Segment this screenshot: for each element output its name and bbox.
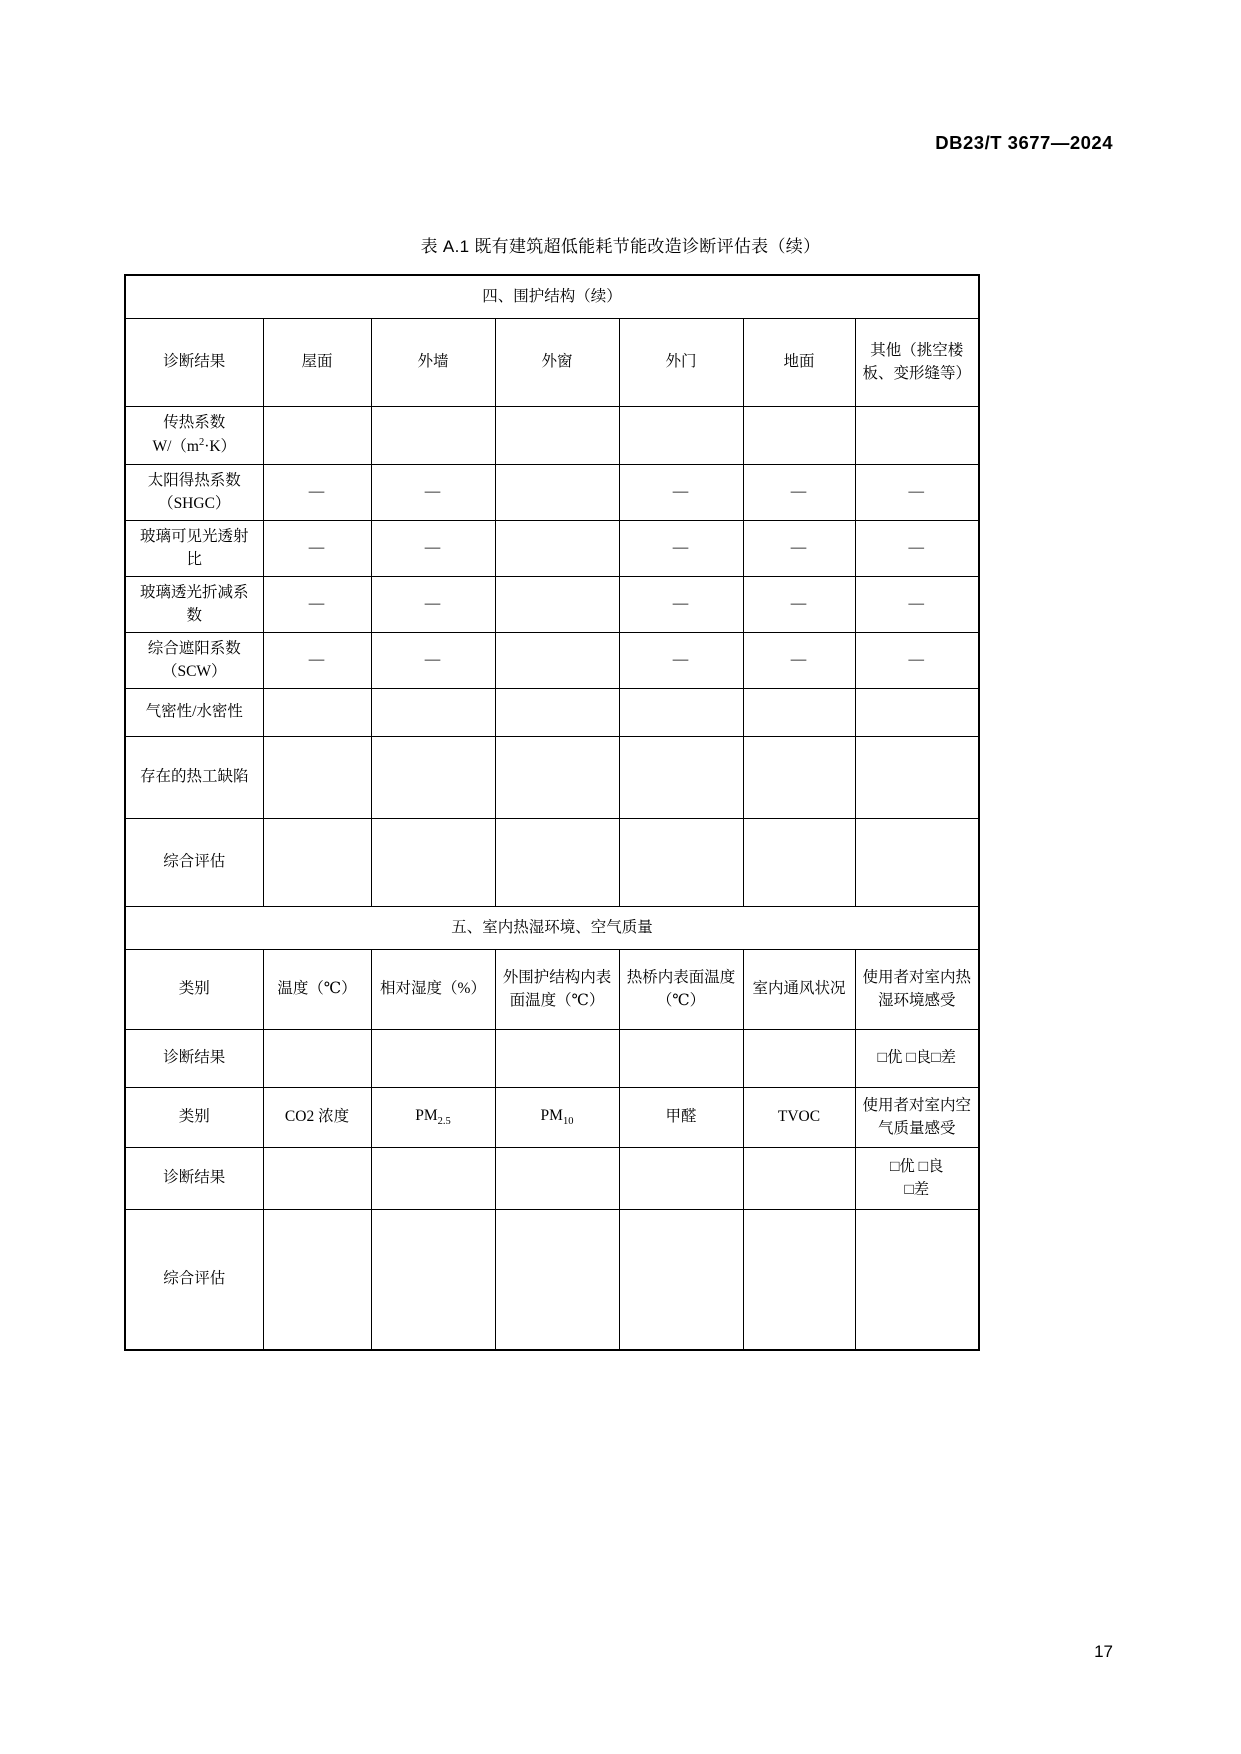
row-label-line2: （SHGC）	[158, 494, 231, 512]
row-label-scw	[125, 633, 263, 689]
cell-value[interactable]	[855, 819, 979, 907]
cell-value[interactable]: —	[371, 633, 495, 689]
row-label-glass-light-reduction	[125, 577, 263, 633]
cell-value[interactable]: —	[263, 521, 371, 577]
table-row	[125, 950, 979, 1030]
row-label-line2: 比	[186, 550, 202, 568]
assessment-table	[124, 274, 980, 1351]
row-label-line1: 玻璃透光折减系	[139, 584, 249, 602]
table-row	[125, 1148, 979, 1210]
col-header-envelope-inner-surface-temp: 外围护结构内表面温度（℃）	[495, 950, 619, 1030]
cell-value[interactable]: —	[371, 465, 495, 521]
cell-value[interactable]	[495, 577, 619, 633]
table-row	[125, 907, 979, 950]
cell-value[interactable]	[495, 819, 619, 907]
col-header-indoor-ventilation: 室内通风状况	[743, 950, 855, 1030]
col-header-user-air-quality-perception: 使用者对室内空气质量感受	[855, 1088, 979, 1148]
cell-value[interactable]	[371, 819, 495, 907]
col-header-pm25: $PM_{2.5}$	[371, 1088, 495, 1148]
cell-value[interactable]	[855, 689, 979, 737]
cell-value[interactable]: —	[743, 521, 855, 577]
row-label-airtightness-watertightness: 气密性/水密性	[125, 689, 263, 737]
col-header-roof: 屋面	[263, 319, 371, 407]
row-label-line2: 数	[186, 606, 202, 624]
row-label-heat-transfer-coefficient	[125, 407, 263, 465]
cell-value[interactable]: —	[263, 577, 371, 633]
cell-value[interactable]: —	[619, 465, 743, 521]
table-row	[125, 1088, 979, 1148]
assessment-table-container	[124, 274, 978, 1351]
cell-value[interactable]	[743, 689, 855, 737]
row-label-line2: （SCW）	[161, 662, 227, 680]
table-row	[125, 275, 979, 319]
cell-value[interactable]: —	[855, 521, 979, 577]
col-header-diagnosis: 诊断结果	[125, 319, 263, 407]
cell-value[interactable]: —	[743, 633, 855, 689]
table-row	[125, 407, 979, 465]
row-label-overall-assessment: 综合评估	[125, 819, 263, 907]
cell-value[interactable]	[495, 1210, 619, 1350]
section-five-title: 五、室内热湿环境、空气质量	[125, 907, 979, 950]
col-header-exterior-door: 外门	[619, 319, 743, 407]
cell-value[interactable]	[495, 407, 619, 465]
checkbox-group-thermal-perception[interactable]: □优 □良□差	[855, 1030, 979, 1088]
row-label-line1: 综合遮阳系数	[147, 640, 241, 658]
cell-value[interactable]	[619, 1030, 743, 1088]
cell-value[interactable]	[619, 1210, 743, 1350]
cell-value[interactable]	[263, 1210, 371, 1350]
col-header-user-thermal-perception: 使用者对室内热湿环境感受	[855, 950, 979, 1030]
cell-value[interactable]: —	[743, 465, 855, 521]
cell-value[interactable]	[619, 737, 743, 819]
cell-value[interactable]: —	[263, 465, 371, 521]
col-header-temperature: 温度（℃）	[263, 950, 371, 1030]
col-header-exterior-wall: 外墙	[371, 319, 495, 407]
cell-value[interactable]	[495, 465, 619, 521]
table-row	[125, 633, 979, 689]
col-header-category: 类别	[125, 1088, 263, 1148]
cell-value[interactable]	[371, 407, 495, 465]
cell-value[interactable]: —	[619, 521, 743, 577]
checkbox-group-air-quality-perception[interactable]	[855, 1148, 979, 1210]
cell-value[interactable]	[371, 737, 495, 819]
table-row	[125, 689, 979, 737]
table-row	[125, 521, 979, 577]
table-row	[125, 319, 979, 407]
cell-value[interactable]	[855, 737, 979, 819]
cell-value[interactable]	[855, 407, 979, 465]
checkbox-options-line2[interactable]: □差	[904, 1180, 930, 1198]
col-header-formaldehyde: 甲醛	[619, 1088, 743, 1148]
cell-value[interactable]	[619, 689, 743, 737]
cell-value[interactable]	[263, 689, 371, 737]
table-row	[125, 819, 979, 907]
row-label-line2: $W/(m^2\cdot K)$	[152, 436, 237, 456]
cell-value[interactable]	[371, 1148, 495, 1210]
cell-value[interactable]	[371, 1030, 495, 1088]
col-header-pm10: $PM_{10}$	[495, 1088, 619, 1148]
row-label-diagnosis-result: 诊断结果	[125, 1148, 263, 1210]
table-row	[125, 1210, 979, 1350]
table-row	[125, 577, 979, 633]
cell-value[interactable]	[495, 521, 619, 577]
cell-value[interactable]: —	[855, 465, 979, 521]
cell-value[interactable]	[743, 819, 855, 907]
col-header-ground: 地面	[743, 319, 855, 407]
col-header-thermal-bridge-temp: 热桥内表面温度（℃）	[619, 950, 743, 1030]
col-header-category: 类别	[125, 950, 263, 1030]
cell-value[interactable]	[263, 1030, 371, 1088]
cell-value[interactable]: —	[371, 577, 495, 633]
col-header-tvoc: TVOC	[743, 1088, 855, 1148]
cell-value[interactable]: —	[619, 633, 743, 689]
col-header-exterior-window: 外窗	[495, 319, 619, 407]
row-label-line1: 传热系数	[163, 414, 226, 432]
cell-value[interactable]	[495, 689, 619, 737]
cell-value[interactable]	[743, 1030, 855, 1088]
cell-value[interactable]	[619, 1148, 743, 1210]
row-label-shgc	[125, 465, 263, 521]
cell-value[interactable]	[619, 819, 743, 907]
section-four-title: 四、围护结构（续）	[125, 275, 979, 319]
cell-value[interactable]: —	[619, 577, 743, 633]
row-label-glass-visible-transmittance	[125, 521, 263, 577]
checkbox-options-line1[interactable]: □优 □良	[889, 1158, 944, 1176]
col-header-relative-humidity: 相对湿度（%）	[371, 950, 495, 1030]
cell-value[interactable]	[263, 819, 371, 907]
cell-value[interactable]	[855, 1210, 979, 1350]
page-number: 17	[1094, 1642, 1113, 1661]
cell-value[interactable]	[495, 737, 619, 819]
cell-value[interactable]	[743, 1210, 855, 1350]
cell-value[interactable]	[495, 1148, 619, 1210]
col-header-other: 其他（挑空楼板、变形缝等）	[855, 319, 979, 407]
cell-value[interactable]	[619, 407, 743, 465]
cell-value[interactable]: —	[855, 577, 979, 633]
cell-value[interactable]	[743, 737, 855, 819]
cell-value[interactable]	[371, 689, 495, 737]
cell-value[interactable]: —	[263, 633, 371, 689]
standard-code-header: DB23/T 3677—2024	[935, 132, 1113, 153]
table-row	[125, 737, 979, 819]
cell-value[interactable]: —	[371, 521, 495, 577]
cell-value[interactable]	[263, 407, 371, 465]
table-row	[125, 1030, 979, 1088]
col-header-co2-concentration: CO2 浓度	[263, 1088, 371, 1148]
cell-value[interactable]	[263, 1148, 371, 1210]
row-label-line1: 玻璃可见光透射	[139, 528, 249, 546]
cell-value[interactable]	[495, 1030, 619, 1088]
cell-value[interactable]: —	[855, 633, 979, 689]
cell-value[interactable]	[495, 633, 619, 689]
row-label-line1: 太阳得热系数	[147, 472, 241, 490]
row-label-overall-assessment: 综合评估	[125, 1210, 263, 1350]
row-label-diagnosis-result: 诊断结果	[125, 1030, 263, 1088]
cell-value[interactable]	[743, 1148, 855, 1210]
cell-value[interactable]	[263, 737, 371, 819]
cell-value[interactable]: —	[743, 577, 855, 633]
table-row	[125, 465, 979, 521]
row-label-thermal-defects: 存在的热工缺陷	[125, 737, 263, 819]
cell-value[interactable]	[743, 407, 855, 465]
table-caption: 表 A.1 既有建筑超低能耗节能改造诊断评估表（续）	[420, 237, 821, 256]
cell-value[interactable]	[371, 1210, 495, 1350]
